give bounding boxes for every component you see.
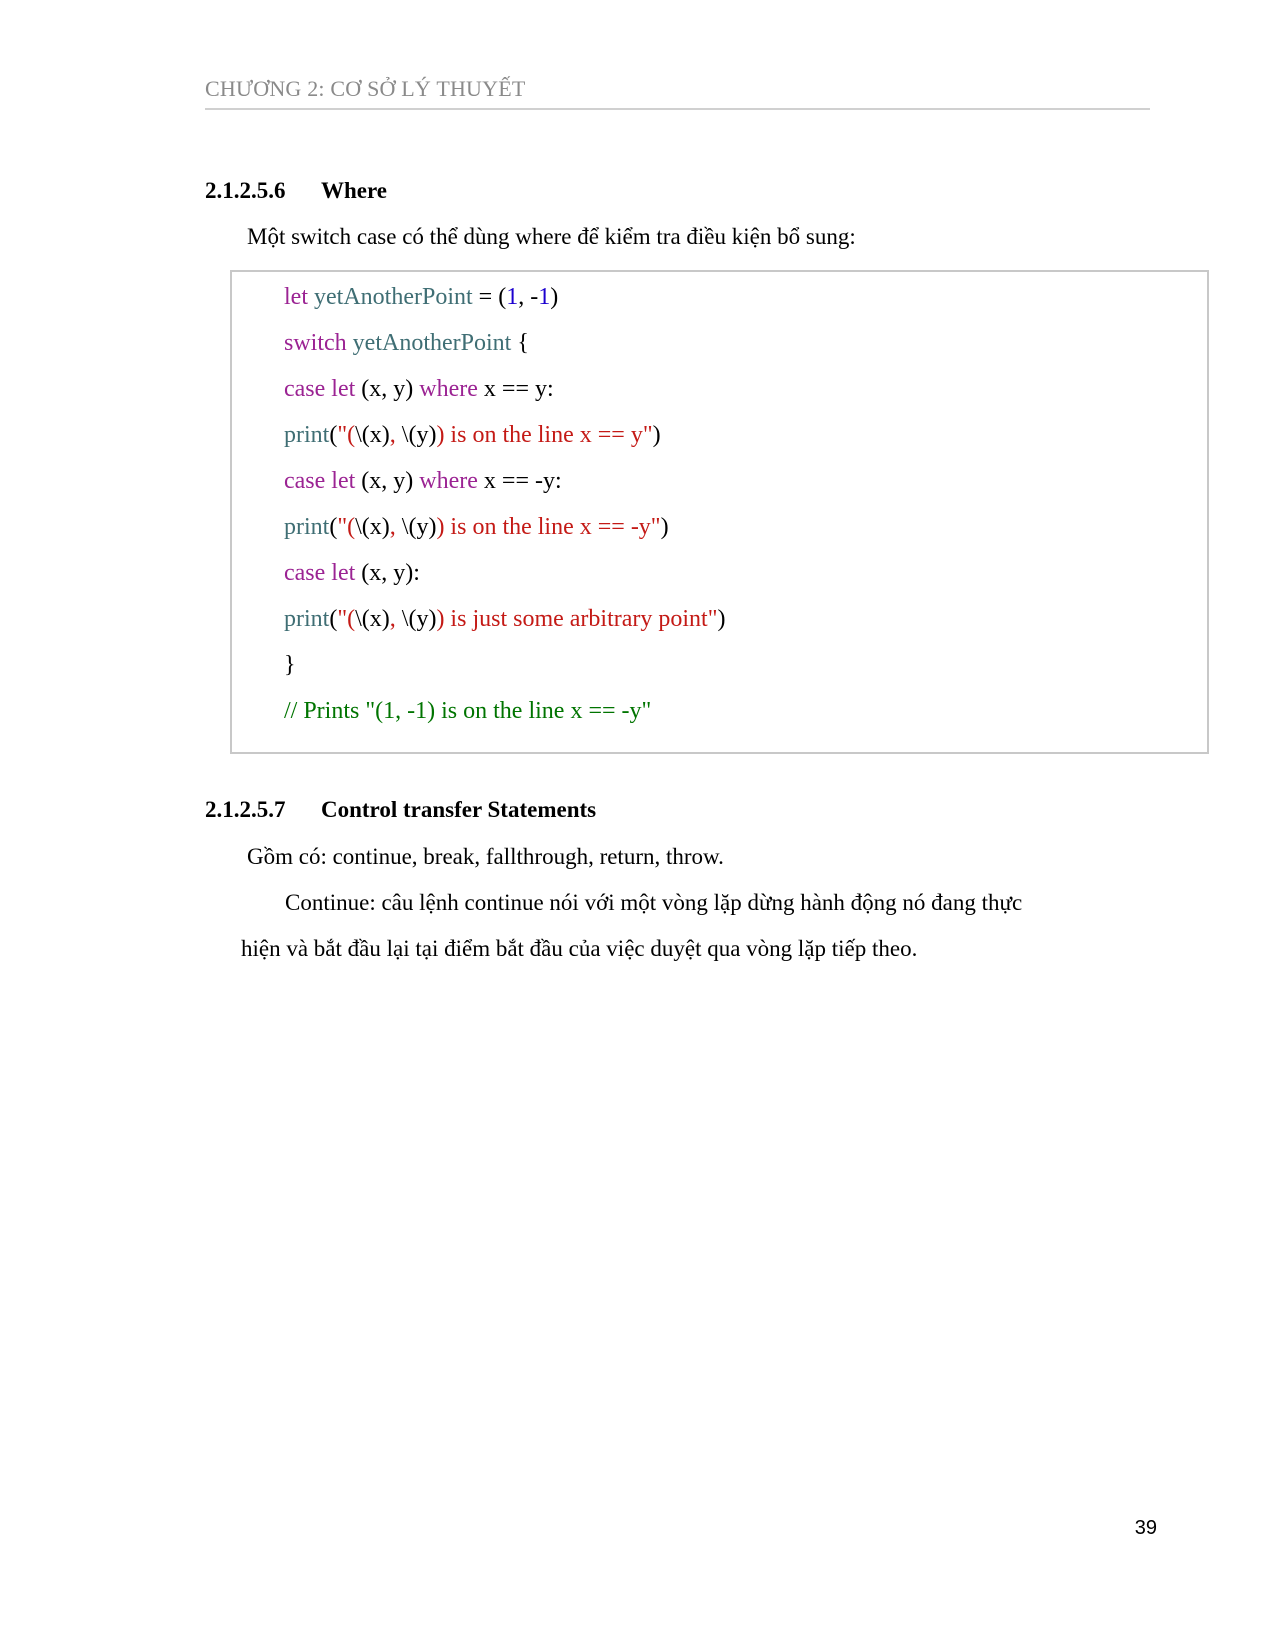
section-title: Where	[321, 178, 388, 203]
chapter-title: CHƯƠNG 2: CƠ SỞ LÝ THUYẾT	[205, 76, 526, 101]
code-token: \(y)	[401, 514, 437, 540]
code-token: case let	[284, 376, 362, 402]
code-token: where	[419, 376, 484, 402]
code-token: switch	[284, 330, 353, 356]
code-line	[284, 696, 651, 726]
control-intro: Gồm có: continue, break, fallthrough, return, throw.	[247, 844, 724, 869]
code-token: print	[284, 606, 330, 632]
code-block	[230, 270, 1209, 754]
section-title: Control transfer Statements	[321, 797, 597, 822]
code-token: ) is on the line x == y"	[436, 422, 653, 448]
code-token: ) is just some arbitrary point"	[436, 606, 718, 632]
code-token: ,	[389, 606, 402, 632]
section-number: 2.1.2.5.7	[205, 797, 286, 822]
code-line	[284, 604, 726, 634]
code-token: \(x)	[355, 422, 390, 448]
code-token: (x, y)	[361, 468, 420, 494]
code-token: case let	[284, 468, 362, 494]
code-token: "(	[337, 606, 356, 632]
code-token: (	[329, 514, 338, 540]
code-token: "(	[337, 422, 356, 448]
code-token: \(y)	[401, 422, 437, 448]
code-token: // Prints "(1, -1) is on the line x == -y"	[284, 698, 652, 724]
code-line	[284, 420, 661, 450]
code-token: where	[419, 468, 484, 494]
continue-paragraph-line1: Continue: câu lệnh continue nói với một vòng lặp dừng hành động nó đang thực	[285, 890, 1023, 915]
code-line	[284, 328, 529, 358]
code-token: (	[329, 422, 338, 448]
section-heading-where	[205, 178, 387, 204]
code-token: print	[284, 514, 330, 540]
code-token: x == y:	[483, 376, 554, 402]
code-token: )	[652, 422, 661, 448]
code-token: \(x)	[355, 514, 390, 540]
code-token: 1	[506, 284, 519, 310]
code-line	[284, 466, 562, 496]
continue-paragraph-line2: hiện và bắt đầu lại tại điểm bắt đầu của việc duyệt qua vòng lặp tiếp theo.	[241, 936, 918, 961]
where-intro: Một switch case có thể dùng where để kiểm tra điều kiện bổ sung:	[247, 224, 856, 249]
code-line	[284, 558, 420, 588]
code-line	[284, 650, 296, 680]
code-token: )	[717, 606, 726, 632]
code-token: (x, y):	[361, 560, 420, 586]
code-line	[284, 282, 558, 312]
code-token: , -	[518, 284, 539, 310]
code-token: (	[329, 606, 338, 632]
code-token: yetAnotherPoint	[314, 284, 473, 310]
page-number: 39	[1134, 1517, 1157, 1539]
code-token: \(y)	[401, 606, 437, 632]
code-line	[284, 512, 669, 542]
code-token: "(	[337, 514, 356, 540]
code-token: x == -y:	[483, 468, 562, 494]
code-token: = (	[472, 284, 507, 310]
code-token: let	[284, 284, 314, 310]
code-token: ,	[389, 422, 402, 448]
running-header	[205, 76, 1150, 110]
code-token: print	[284, 422, 330, 448]
section-number: 2.1.2.5.6	[205, 178, 286, 203]
code-token: yetAnotherPoint	[352, 330, 512, 356]
code-token: case let	[284, 560, 362, 586]
section-heading-control-transfer	[205, 797, 596, 823]
code-token: )	[660, 514, 669, 540]
code-token: 1	[538, 284, 551, 310]
code-token: )	[550, 284, 559, 310]
code-token: ) is on the line x == -y"	[436, 514, 661, 540]
code-token: }	[284, 652, 296, 678]
code-token: \(x)	[355, 606, 390, 632]
code-line	[284, 374, 554, 404]
code-token: {	[511, 330, 529, 356]
code-token: (x, y)	[361, 376, 420, 402]
code-token: ,	[389, 514, 402, 540]
